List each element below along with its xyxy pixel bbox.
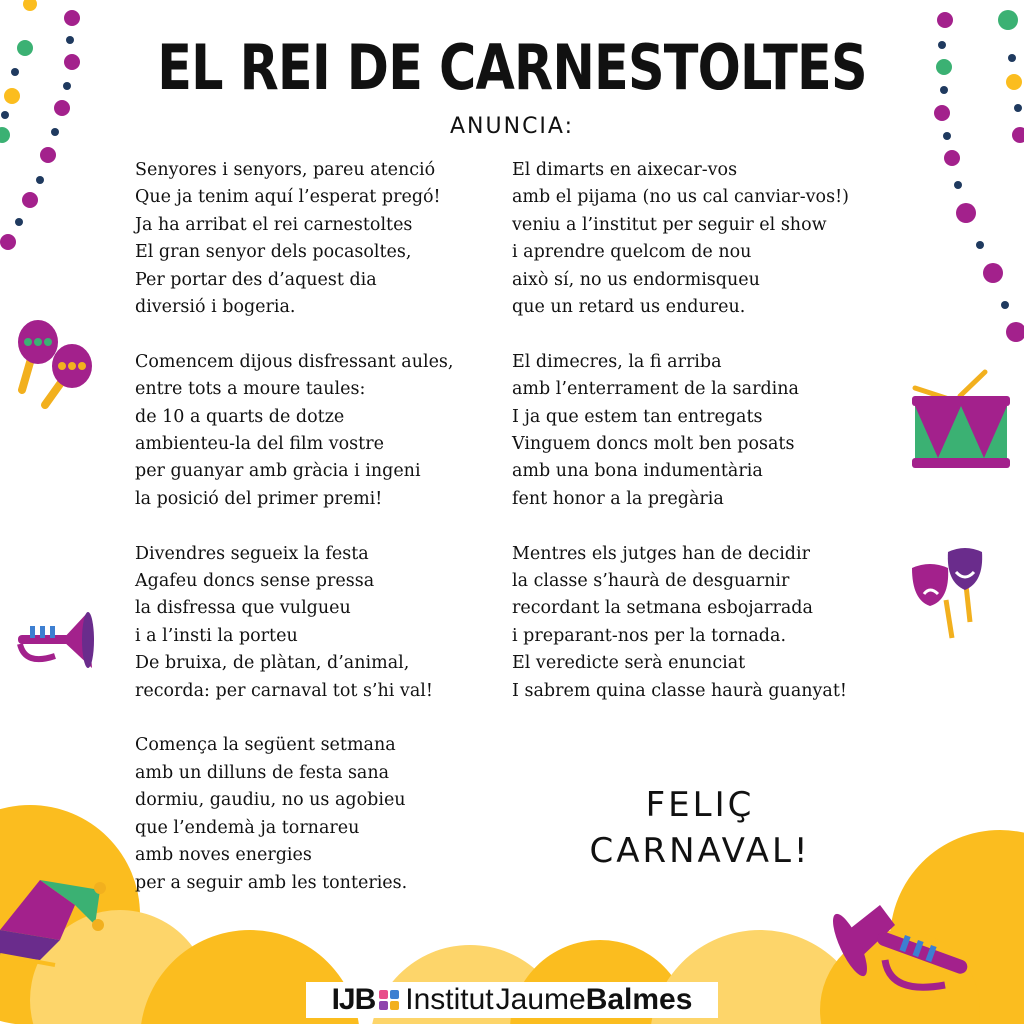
poem-line: això sí, no us endormisqueu xyxy=(512,269,760,290)
poem-line: fent honor a la pregària xyxy=(512,488,724,509)
poem-line: entre tots a moure taules: xyxy=(135,379,366,400)
poem-line: amb un dilluns de festa sana xyxy=(135,762,390,783)
school-logo xyxy=(306,982,718,1018)
theater-masks-icon xyxy=(912,548,982,638)
maracas-icon xyxy=(18,320,92,405)
poem-line: Mentres els jutges han de decidir xyxy=(512,543,810,564)
poem-line: Per portar des d’aquest dia xyxy=(135,269,377,290)
poem-line: amb una bona indumentària xyxy=(512,461,763,482)
poem-line: Comença la següent setmana xyxy=(135,735,396,756)
poem-line: El gran senyor dels pocasoltes, xyxy=(135,242,412,263)
poem-line: amb el pijama (no us cal canviar-vos!) xyxy=(512,187,849,208)
logo-square xyxy=(390,990,399,999)
poem-line: Agafeu doncs sense pressa xyxy=(135,571,375,592)
logo-word: Balmes xyxy=(585,983,693,1016)
logo-word: Jaume xyxy=(495,983,586,1016)
poem-line: Comencem dijous disfressant aules, xyxy=(135,351,454,372)
poem-line: recorda: per carnaval tot s’hi val! xyxy=(135,680,433,701)
trumpet-icon xyxy=(18,612,94,668)
poem-line: veniu a l’institut per seguir el show xyxy=(512,214,827,235)
stanza xyxy=(512,157,872,321)
poem-line: amb noves energies xyxy=(135,845,312,866)
logo-initials: IJB xyxy=(331,983,376,1016)
poem-left-column xyxy=(135,157,495,924)
stanza xyxy=(135,732,495,896)
stanza xyxy=(512,349,872,513)
poem-line: i preparant-nos per la tornada. xyxy=(512,625,787,646)
greeting-text xyxy=(545,782,855,874)
poem-line: per guanyar amb gràcia i ingeni xyxy=(135,461,421,482)
poem-line: Senyores i senyors, pareu atenció xyxy=(135,160,436,180)
poem-line: I sabrem quina classe haurà guanyat! xyxy=(512,680,847,701)
logo-squares-icon xyxy=(379,990,399,1010)
poem-line: diversió i bogeria. xyxy=(135,297,296,318)
page-subtitle: ANUNCIA: xyxy=(450,114,574,139)
page-title: EL REI DE CARNESTOLTES xyxy=(157,31,867,104)
poem-line: El dimarts en aixecar-vos xyxy=(512,160,738,180)
poem-line: amb l’enterrament de la sardina xyxy=(512,379,799,400)
poem-line: i aprendre quelcom de nou xyxy=(512,242,752,263)
poem-line: de 10 a quarts de dotze xyxy=(135,406,345,427)
poem-line: El veredicte serà enunciat xyxy=(512,653,746,674)
poem-line: que un retard us endureu. xyxy=(512,297,746,318)
poem-right-column xyxy=(512,157,872,732)
logo-word: Institut xyxy=(405,983,494,1016)
poem-line: Que ja tenim aquí l’esperat pregó! xyxy=(135,187,441,208)
stanza xyxy=(512,541,872,705)
logo-square xyxy=(379,1001,388,1010)
poem-line: i a l’insti la porteu xyxy=(135,625,298,646)
poem-line: Ja ha arribat el rei carnestoltes xyxy=(135,214,413,235)
bead-garland-icon xyxy=(934,10,1024,342)
poem-line: dormiu, gaudiu, no us agobieu xyxy=(135,790,406,811)
poem-line: que l’endemà ja tornareu xyxy=(135,817,360,838)
poem-line: per a seguir amb les tonteries. xyxy=(135,872,408,893)
stanza xyxy=(135,349,495,513)
logo-square xyxy=(379,990,388,999)
drum-icon xyxy=(912,372,1010,468)
greeting-line: CARNAVAL! xyxy=(589,831,811,871)
stanza xyxy=(135,157,495,321)
stanza xyxy=(135,541,495,705)
poem-line: I ja que estem tan entregats xyxy=(512,406,763,427)
poem-line: recordant la setmana esbojarrada xyxy=(512,598,813,619)
poem-line: la posició del primer premi! xyxy=(135,488,383,509)
poem-line: De bruixa, de plàtan, d’animal, xyxy=(135,653,410,674)
poem-line: la disfressa que vulgueu xyxy=(135,598,351,619)
poem-line: ambienteu-la del film vostre xyxy=(135,434,384,455)
logo-square xyxy=(390,1001,399,1010)
greeting-line: FELIÇ xyxy=(645,785,755,825)
poem-line: Divendres segueix la festa xyxy=(135,543,369,564)
poem-line: El dimecres, la fi arriba xyxy=(512,351,722,372)
poem-line: la classe s’haurà de desguarnir xyxy=(512,571,790,592)
poem-line: Vinguem doncs molt ben posats xyxy=(512,434,795,455)
